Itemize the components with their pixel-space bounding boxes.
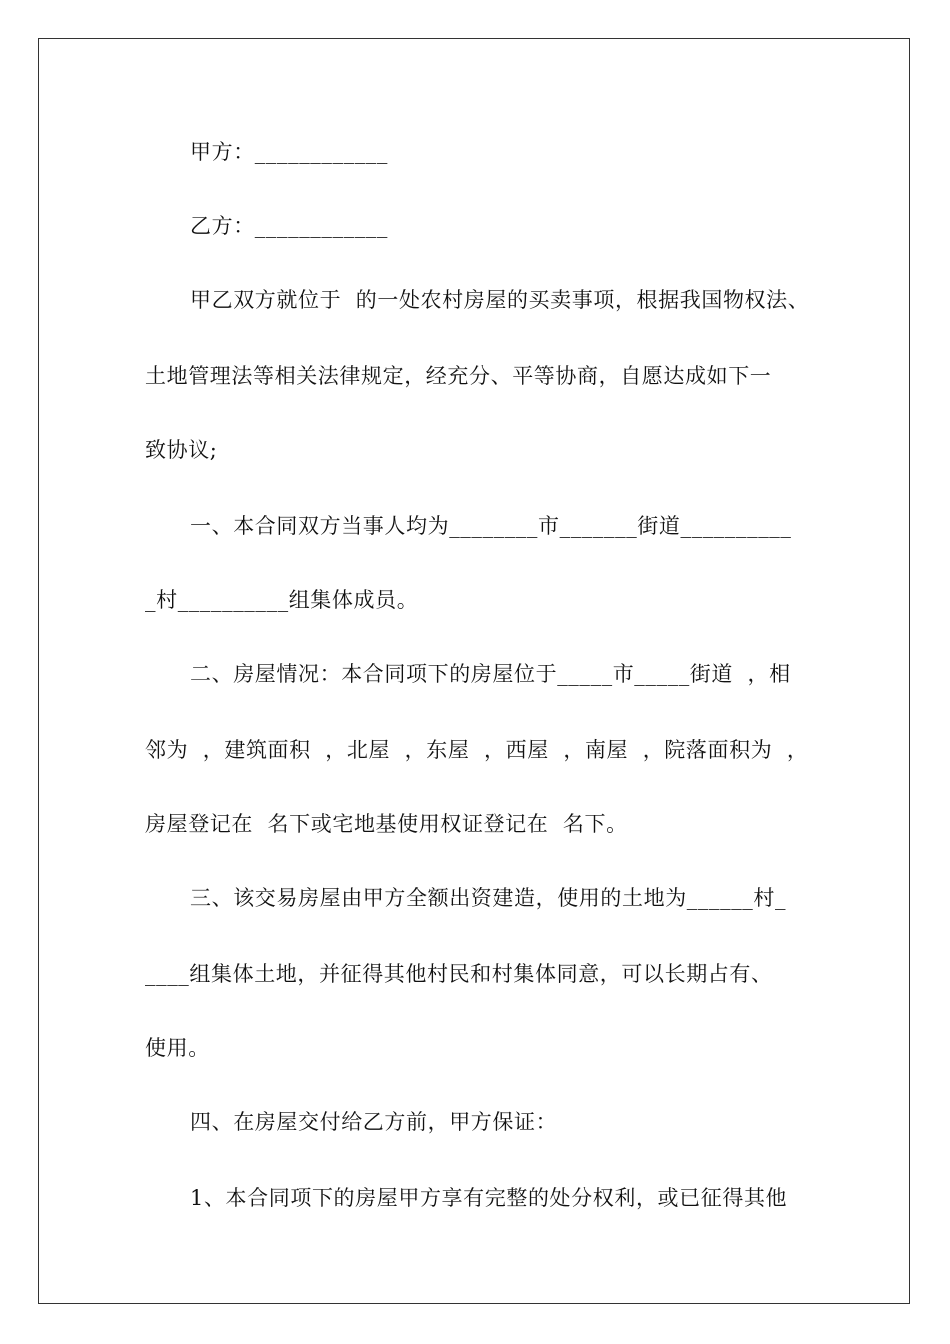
- clause-3-line-2: ____组集体土地，并征得其他村民和村集体同意，可以长期占有、: [145, 962, 773, 986]
- party-a-line: 甲方：____________: [190, 140, 388, 164]
- clause-1-line-1: 一、本合同双方当事人均为________市_______街道__________: [190, 514, 792, 538]
- clause-3-line-3: 使用。: [145, 1036, 210, 1060]
- clause-4-item-1: 1、本合同项下的房屋甲方享有完整的处分权利，或已征得其他: [190, 1186, 788, 1210]
- clause-1-line-2: _村__________组集体成员。: [145, 588, 419, 612]
- preamble-line-1: 甲乙双方就位于 的一处农村房屋的买卖事项，根据我国物权法、: [190, 288, 810, 312]
- clause-2-line-3: 房屋登记在 名下或宅地基使用权证登记在 名下。: [145, 812, 628, 836]
- clause-4-heading: 四、在房屋交付给乙方前，甲方保证：: [190, 1110, 558, 1134]
- party-b-line: 乙方：____________: [190, 214, 388, 238]
- clause-3-line-1: 三、该交易房屋由甲方全额出资建造，使用的土地为______村_: [190, 886, 787, 910]
- preamble-line-3: 致协议;: [145, 438, 218, 462]
- clause-2-line-2: 邻为 ，建筑面积 ，北屋 ，东屋 ，西屋 ，南屋 ，院落面积为 ，: [145, 738, 809, 762]
- clause-2-line-1: 二、房屋情况：本合同项下的房屋位于_____市_____街道 ，相: [190, 662, 791, 686]
- preamble-line-2: 土地管理法等相关法律规定，经充分、平等协商，自愿达成如下一: [145, 364, 772, 388]
